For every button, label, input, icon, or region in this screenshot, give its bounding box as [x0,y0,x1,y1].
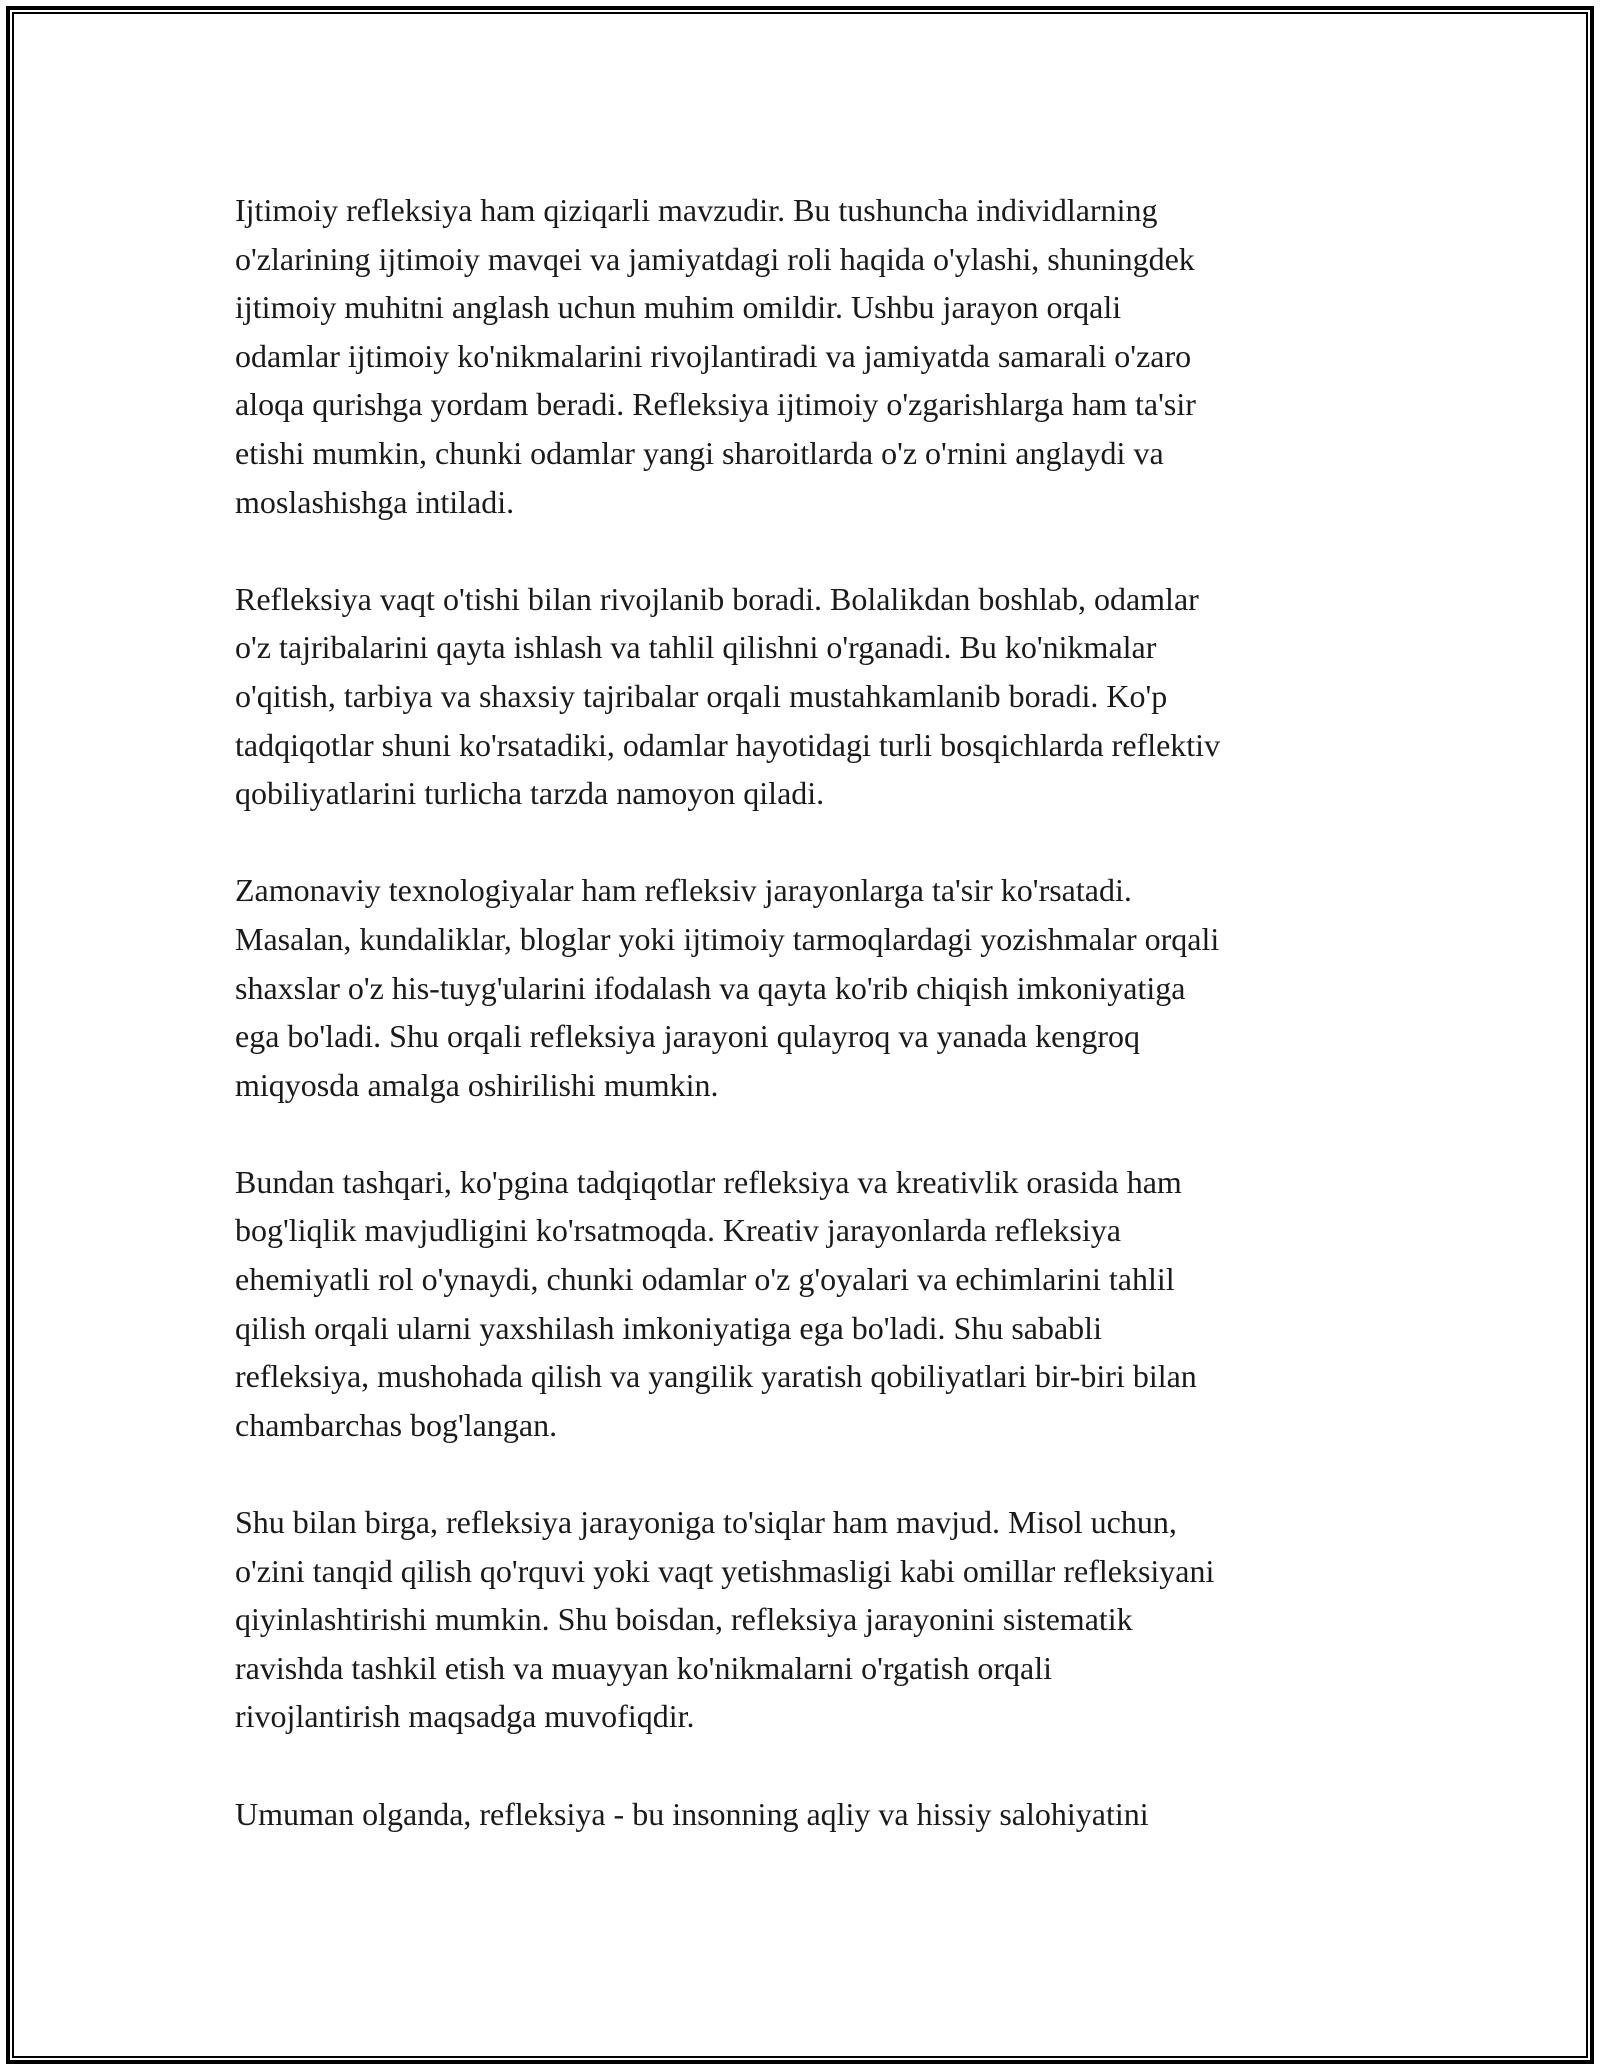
text-line: refleksiya, mushohada qilish va yangilik yaratish qobiliyatlari bir-biri bilan [235,1358,1197,1395]
text-line: odamlar ijtimoiy ko'nikmalarini rivojlantiradi va jamiyatda samarali o'zaro [235,337,1192,374]
paragraph [235,866,1365,1109]
text-line: rivojlantirish maqsadga muvofiqdir. [235,1698,695,1735]
text-line: Refleksiya vaqt o'tishi bilan rivojlanib boradi. Bolalikdan boshlab, odamlar [235,580,1199,617]
text-line: Shu bilan birga, refleksiya jarayoniga to'siqlar ham mavjud. Misol uchun, [235,1504,1177,1541]
text-line: qiyinlashtirishi mumkin. Shu boisdan, refleksiya jarayonini sistematik [235,1601,1133,1638]
text-line: etishi mumkin, chunki odamlar yangi sharoitlarda o'z o'rnini anglaydi va [235,434,1164,471]
paragraph [235,575,1365,818]
text-line: chambarchas bog'langan. [235,1406,558,1443]
text-line: tadqiqotlar shuni ko'rsatadiki, odamlar hayotidagi turli bosqichlarda reflektiv [235,726,1221,763]
text-line: o'qitish, tarbiya va shaxsiy tajribalar orqali mustahkamlanib boradi. Ko'p [235,677,1168,714]
text-line: o'z tajribalarini qayta ishlash va tahlil qilishni o'rganadi. Bu ko'nikmalar [235,629,1157,666]
text-line: ega bo'ladi. Shu orqali refleksiya jarayoni qulayroq va yanada kengroq [235,1018,1141,1055]
text-line: bog'liqlik mavjudligini ko'rsatmoqda. Kreativ jarayonlarda refleksiya [235,1212,1121,1249]
text-line: ehemiyatli rol o'ynaydi, chunki odamlar o'z g'oyalari va echimlarini tahlil [235,1261,1175,1298]
paragraph [235,1790,1365,1839]
text-line: moslashishga intiladi. [235,483,515,520]
text-line: Bundan tashqari, ko'pgina tadqiqotlar refleksiya va kreativlik orasida ham [235,1163,1182,1200]
text-line: miqyosda amalga oshirilishi mumkin. [235,1066,719,1103]
text-line: ravishda tashkil etish va muayyan ko'nikmalarni o'rgatish orqali [235,1649,1052,1686]
text-line: qilish orqali ularni yaxshilash imkoniyatiga ega bo'ladi. Shu sababli [235,1309,1102,1346]
paragraph [235,186,1365,526]
text-line: aloqa qurishga yordam beradi. Refleksiya ijtimoiy o'zgarishlarga ham ta'sir [235,386,1196,423]
text-line: Ijtimoiy refleksiya ham qiziqarli mavzudir. Bu tushuncha individlarning [235,192,1158,228]
text-line: qobiliyatlarini turlicha tarzda namoyon qiladi. [235,775,825,812]
text-line: o'zlarining ijtimoiy mavqei va jamiyatdagi roli haqida o'ylashi, shuningdek [235,240,1195,277]
text-line: o'zini tanqid qilish qo'rquvi yoki vaqt yetishmasligi kabi omillar refleksiyani [235,1552,1215,1589]
paragraph [235,1158,1365,1450]
text-line: Masalan, kundaliklar, bloglar yoki ijtimoiy tarmoqlardagi yozishmalar orqali [235,920,1220,957]
text-line: Zamonaviy texnologiyalar ham refleksiv jarayonlarga ta'sir ko'rsatadi. [235,872,1132,909]
text-line: shaxslar o'z his-tuyg'ularini ifodalash va qayta ko'rib chiqish imkoniyatiga [235,969,1186,1006]
text-line: ijtimoiy muhitni anglash uchun muhim omildir. Ushbu jarayon orqali [235,289,1122,326]
text-line: Umuman olganda, refleksiya - bu insonning aqliy va hissiy salohiyatini [235,1795,1149,1832]
document-body [235,186,1365,1887]
paragraph [235,1498,1365,1741]
